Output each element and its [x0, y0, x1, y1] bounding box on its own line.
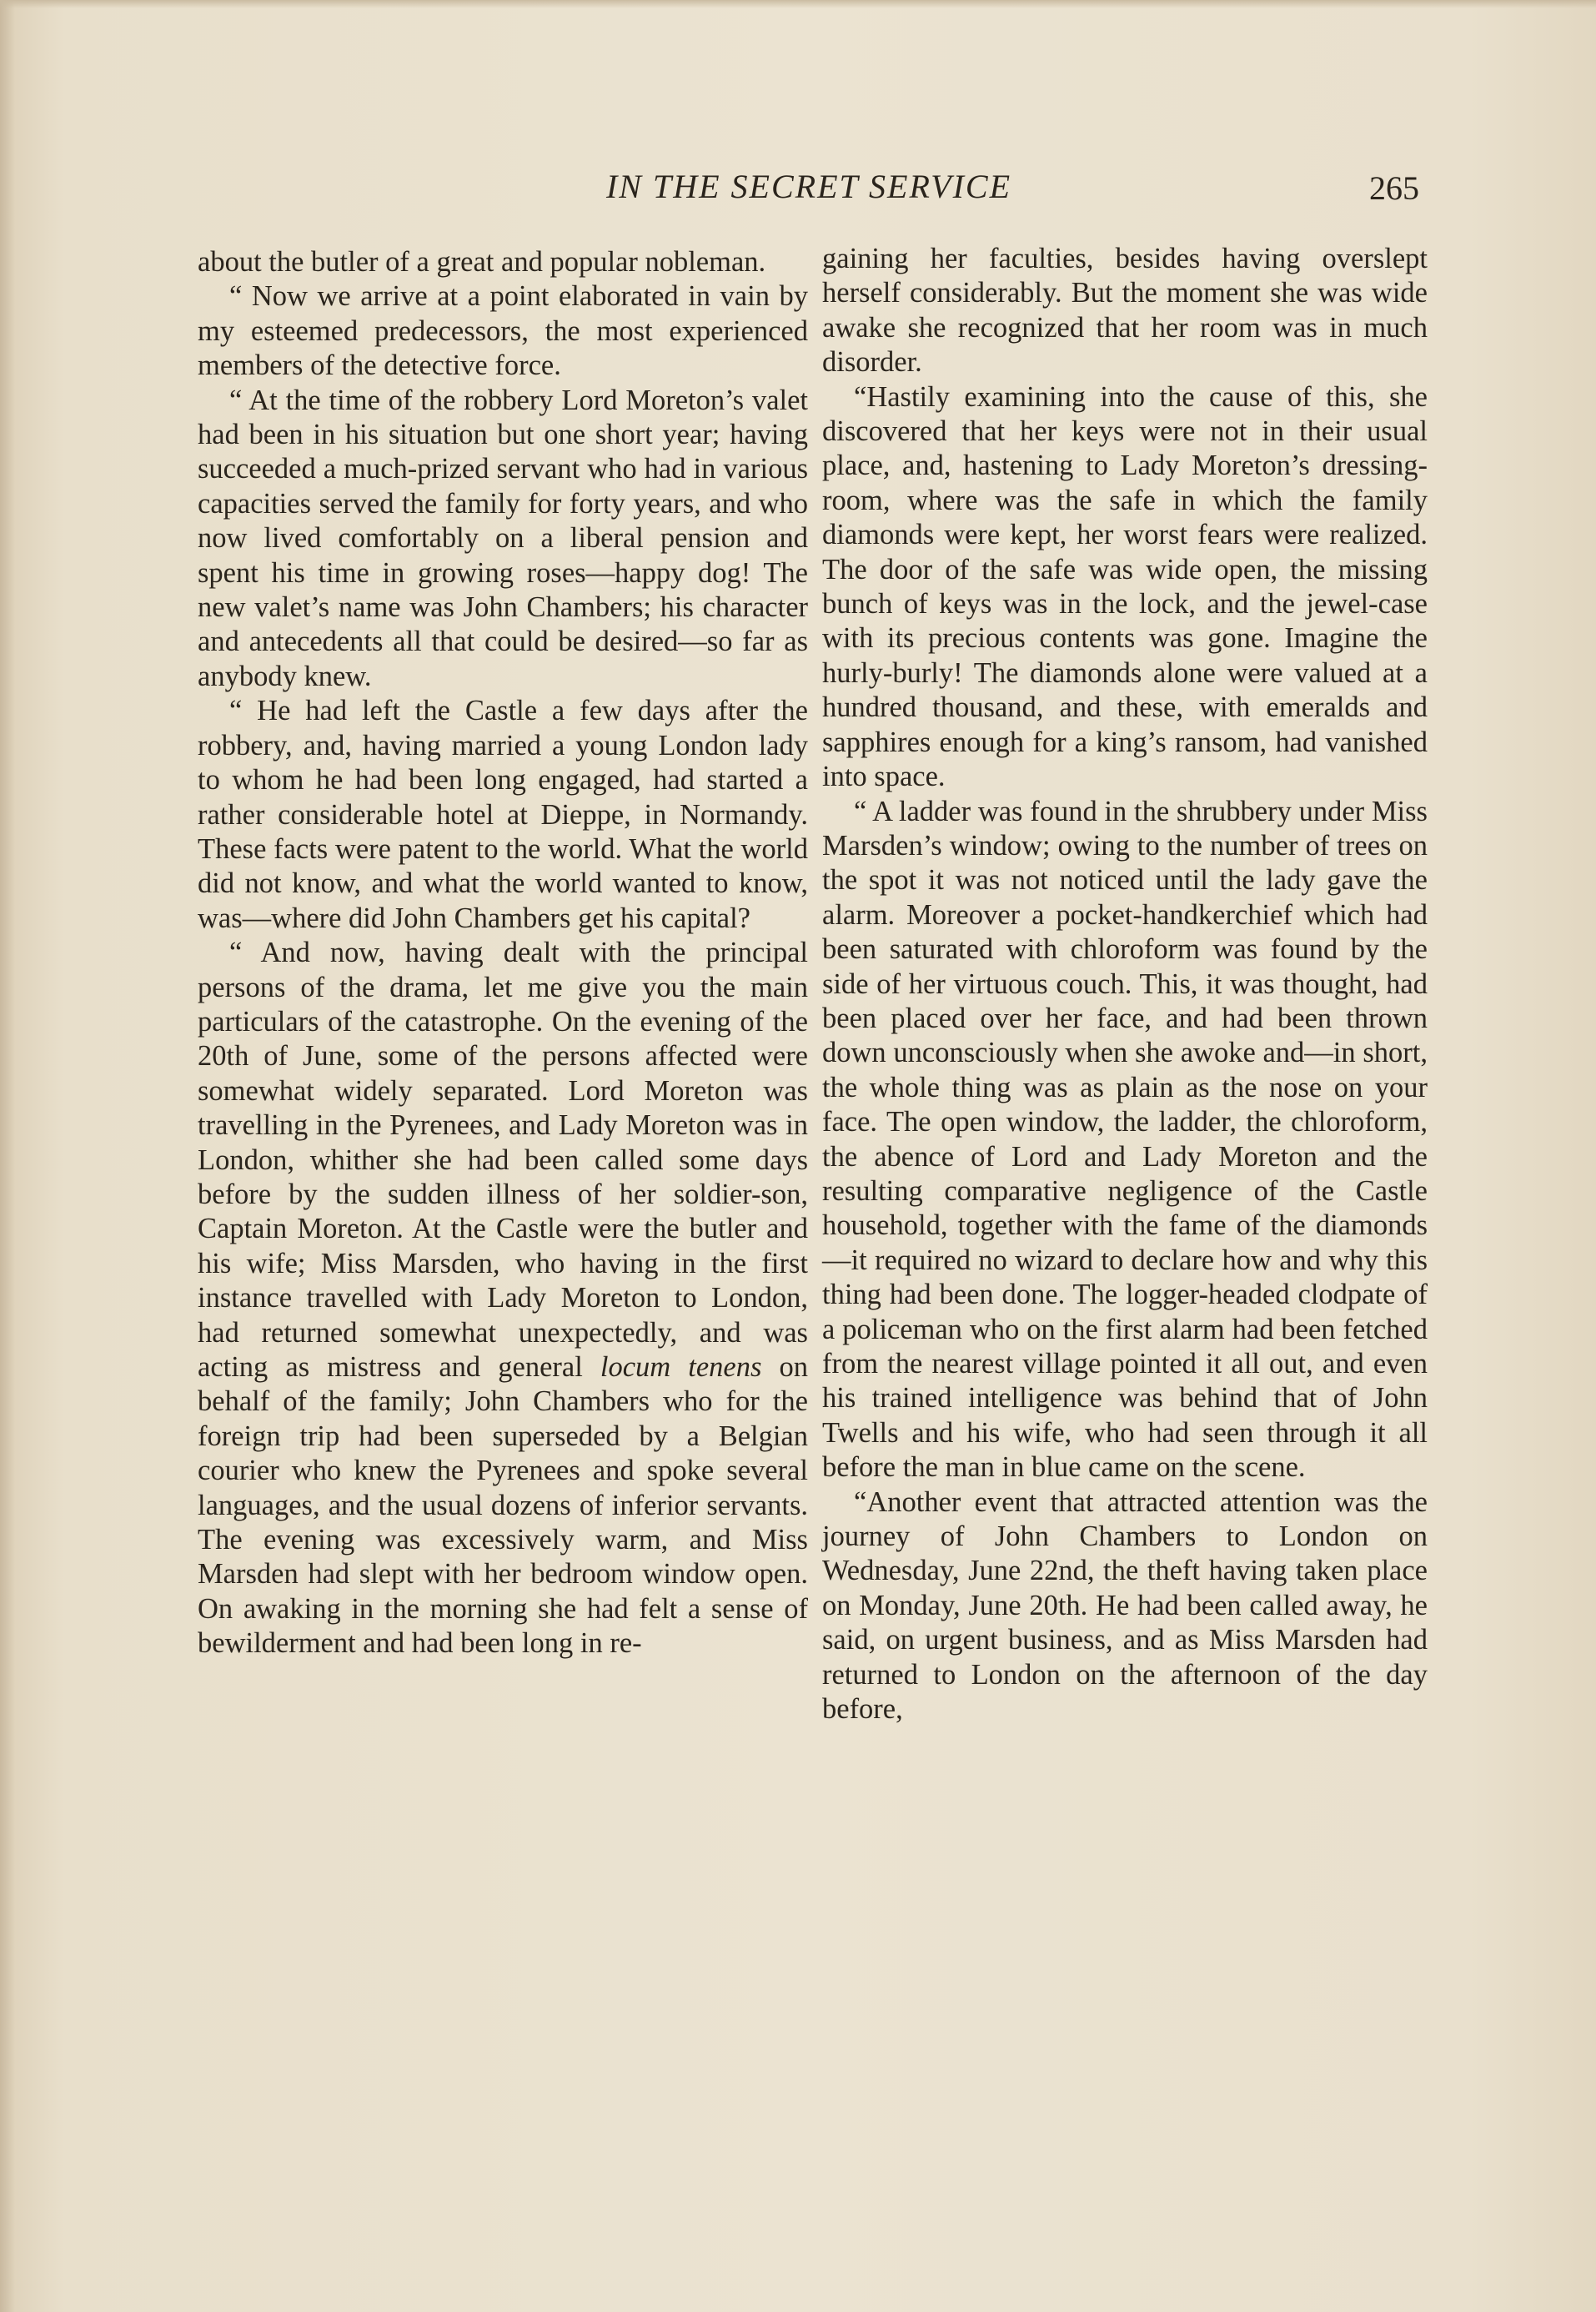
paragraph [198, 936, 808, 1661]
paragraph: “ A ladder was found in the shrubbery under Miss Marsden’s window; owing to the number of trees on the spot it was not noticed until the lady gave the alarm. Moreover a pocket-handkerchief which had been saturated with chloroform was found by the side of her virtuous couch. This, it was thought, had been placed over her face, and had been thrown down unconsciously when she awoke and—in short, the whole thing was as plain as the nose on your face. The open window, the ladder, the chloroform, the abence of Lord and Lady Moreton and the resulting comparative negligence of the Castle household, together with the fame of the diamonds—it required no wizard to declare how and why this thing had been done. The logger-headed clodpate of a policeman who on the first alarm had been fetched from the nearest village pointed it all out, and even his trained intelligence was behind that of John Twells and his wife, who had seen through it all before the man in blue came on the scene. [822, 795, 1428, 1484]
paragraph: “ He had left the Castle a few days after the robbery, and, having married a young London lady to whom he had been long engaged, had started a rather considerable hotel at Dieppe, in Normandy. These facts were patent to the world. What the world did not know, and what the world wanted to know, was—where did John Chambers get his capital? [198, 695, 808, 934]
paragraph: gaining her faculties, besides having overslept herself considerably. But the moment she was wide awake she recognized that her room was in much disorder. [822, 243, 1428, 379]
paragraph-text: on behalf of the family; John Chambers who for the foreign trip had been superseded by a Belgian courier who knew the Pyrenees and spoke several languages, and the usual dozens of inferior servants. The evening was excessively warm, and Miss Marsden had slept with her bedroom window open. On awaking in the morning she had felt a sense of bewilderment and had been long in re- [198, 1351, 809, 1660]
page-gutter-shadow [0, 0, 15, 2312]
right-column [822, 242, 1428, 1726]
paragraph: “Hastily examining into the cause of this, she discovered that her keys were not in their usual place, and, hastening to Lady Moreton’s dressing-room, where was the safe in which the family diamonds were kept, her worst fears were realized. The door of the safe was wide open, the missing bunch of keys was in the lock, and the jewel-case with its precious contents was gone. Imagine the hurly-burly! The diamonds alone were valued at a hundred thousand, and these, with emeralds and sapphires enough for a king’s ransom, had vanished into space. [822, 380, 1428, 793]
paragraph: “ At the time of the robbery Lord Moreton’s valet had been in his situation but one short year; having succeeded a much-prized servant who had in various capacities served the family for forty years, and who now lived comfortably on a liberal pension and spent his time in growing roses—happy dog! The new valet’s name was John Chambers; his character and antecedents all that could be desired—so far as anybody knew. [198, 384, 808, 692]
page-top-shadow [0, 0, 1596, 8]
running-head [192, 163, 1426, 214]
running-title: IN THE SECRET SERVICE [605, 168, 1012, 205]
paragraph-text: “ And now, having dealt with the principal persons of the drama, let me give you the main particulars of the catastrophe. On the evening of the 20th of June, some of the persons affected were somewhat widely separated. Lord Moreton was travelling in the Pyrenees, and Lady Moreton was in London, whither she had been called some days before by the sudden illness of her soldier-son, Captain Moreton. At the Castle were the butler and his wife; Miss Marsden, who having in the first instance travelled with Lady Moreton to London, had returned somewhat unexpectedly, and was acting as mistress and general [198, 937, 808, 1383]
page-number: 265 [1369, 169, 1419, 207]
paragraph: about the butler of a great and popular nobleman. [198, 246, 766, 278]
italic-phrase: locum tenens [600, 1351, 762, 1383]
paragraph: “ Now we arrive at a point elaborated in vain by my esteemed predecessors, the most experienced members of the detective force. [198, 280, 808, 382]
left-column [198, 245, 808, 1661]
paragraph: “Another event that attracted attention was the journey of John Chambers to London on Wednesday, June 22nd, the theft having taken place on Monday, June 20th. He had been called away, he said, on urgent business, and as Miss Marsden had returned to London on the afternoon of the day before, [822, 1485, 1428, 1726]
